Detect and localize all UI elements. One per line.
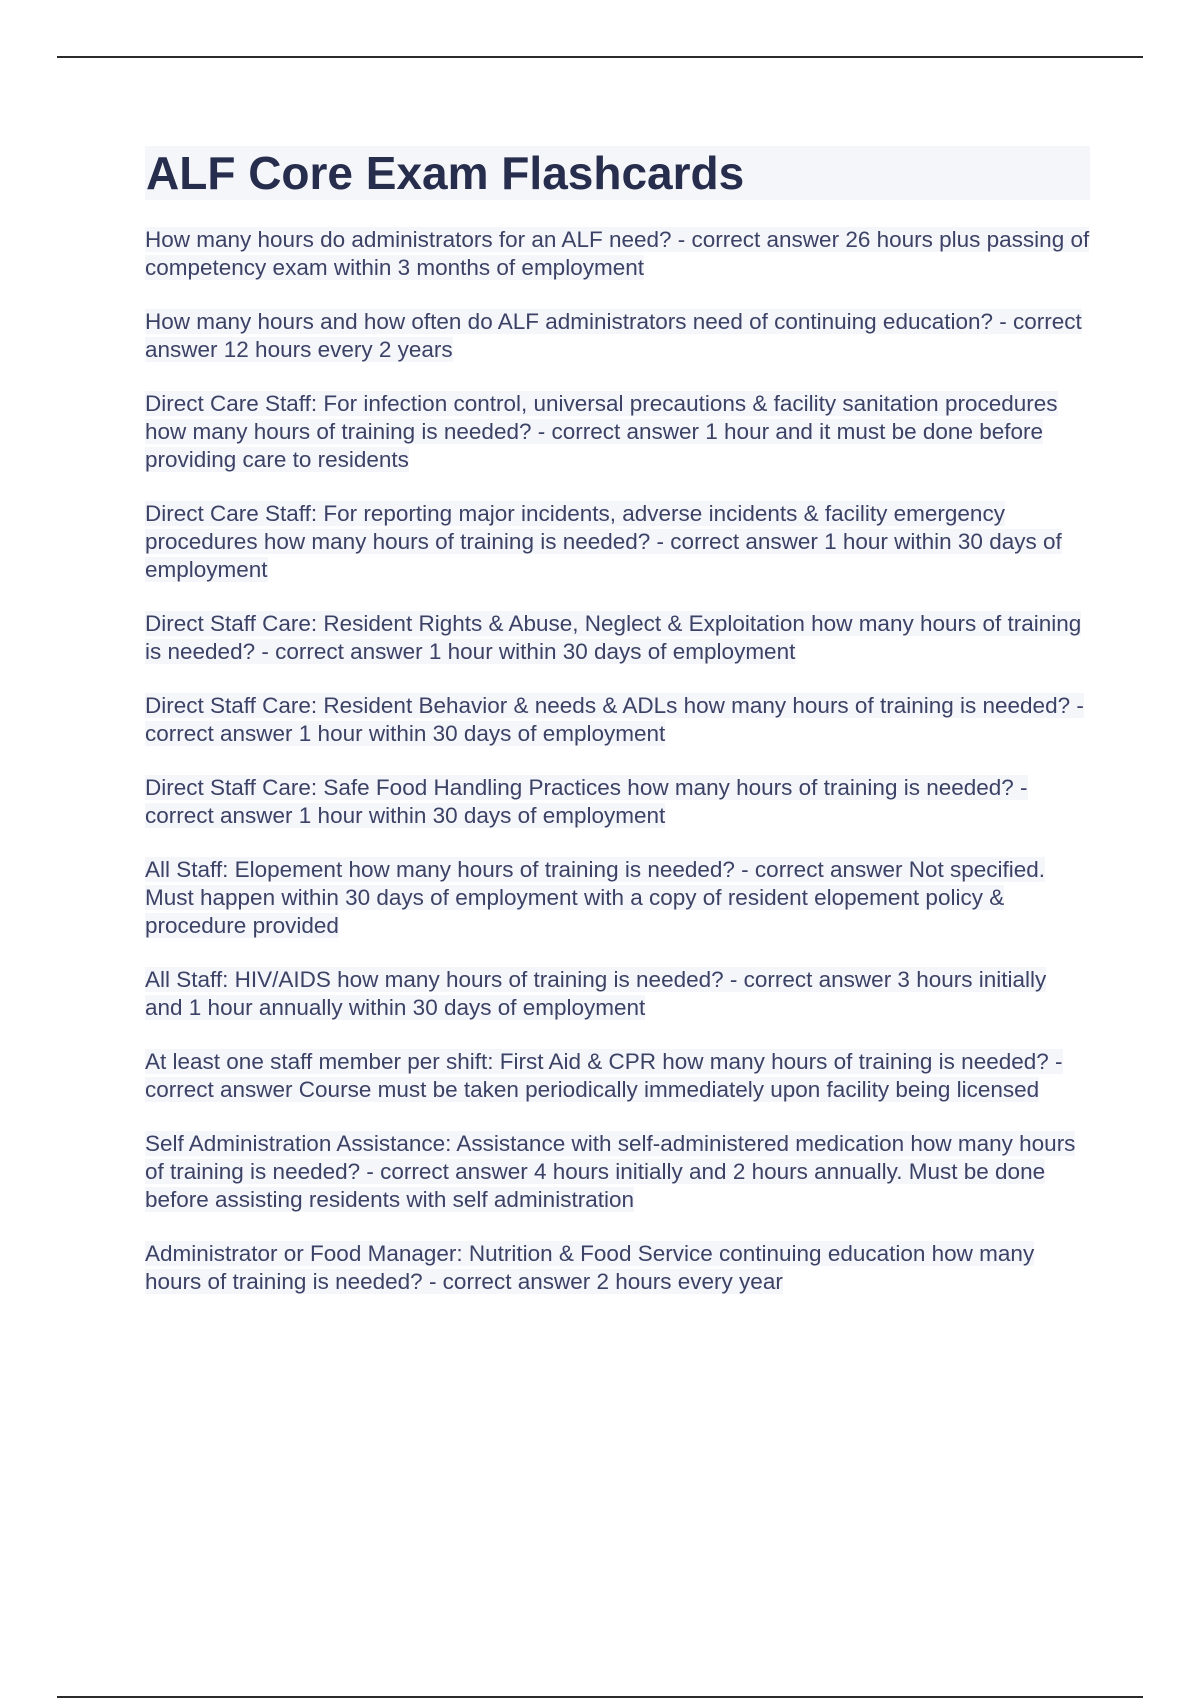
- flashcard: [145, 1240, 1090, 1296]
- footer-rule: [57, 1696, 1143, 1698]
- flashcard: [145, 692, 1090, 748]
- document-body: [145, 146, 1090, 1322]
- document-title: ALF Core Exam Flashcards: [145, 146, 1090, 200]
- flashcard: [145, 610, 1090, 666]
- flashcard: [145, 500, 1090, 584]
- flashcard: [145, 774, 1090, 830]
- flashcard-list: [145, 226, 1090, 1296]
- flashcard-text: How many hours and how often do ALF administrators need of continuing education? - correct answer 12 hours every 2 years: [145, 309, 1082, 362]
- flashcard: [145, 308, 1090, 364]
- header-rule: [57, 56, 1143, 58]
- flashcard: [145, 856, 1090, 940]
- flashcard: [145, 966, 1090, 1022]
- flashcard-text: Direct Care Staff: For infection control, universal precautions & facility sanitation procedures how many hours of training is needed? - correct answer 1 hour and it must be done before providing care to residents: [145, 391, 1058, 472]
- flashcard: [145, 226, 1090, 282]
- flashcard-text: All Staff: HIV/AIDS how many hours of training is needed? - correct answer 3 hours initially and 1 hour annually within 30 days of employment: [145, 967, 1047, 1020]
- flashcard-text: Direct Staff Care: Resident Behavior & needs & ADLs how many hours of training is needed? - correct answer 1 hour within 30 days of employment: [145, 693, 1084, 746]
- flashcard-text: Self Administration Assistance: Assistance with self-administered medication how many hours of training is needed? - correct answer 4 hours initially and 2 hours annually. Must be done before assisting residents with self administration: [145, 1131, 1076, 1212]
- flashcard: [145, 1048, 1090, 1104]
- flashcard-text: Direct Care Staff: For reporting major incidents, adverse incidents & facility emergency procedures how many hours of training is needed? - correct answer 1 hour within 30 days of employment: [145, 501, 1062, 582]
- flashcard-text: How many hours do administrators for an ALF need? - correct answer 26 hours plus passing of competency exam within 3 months of employment: [145, 227, 1090, 280]
- flashcard-text: Direct Staff Care: Safe Food Handling Practices how many hours of training is needed? - correct answer 1 hour within 30 days of employment: [145, 775, 1028, 828]
- flashcard-text: Administrator or Food Manager: Nutrition & Food Service continuing education how many hours of training is needed? - correct answer 2 hours every year: [145, 1241, 1035, 1294]
- flashcard-text: Direct Staff Care: Resident Rights & Abuse, Neglect & Exploitation how many hours of training is needed? - correct answer 1 hour within 30 days of employment: [145, 611, 1082, 664]
- flashcard-text: At least one staff member per shift: First Aid & CPR how many hours of training is needed? - correct answer Course must be taken periodically immediately upon facility being licensed: [145, 1049, 1063, 1102]
- flashcard-text: All Staff: Elopement how many hours of training is needed? - correct answer Not specified. Must happen within 30 days of employment with a copy of resident elopement policy & procedure provided: [145, 857, 1046, 938]
- flashcard: [145, 390, 1090, 474]
- flashcard: [145, 1130, 1090, 1214]
